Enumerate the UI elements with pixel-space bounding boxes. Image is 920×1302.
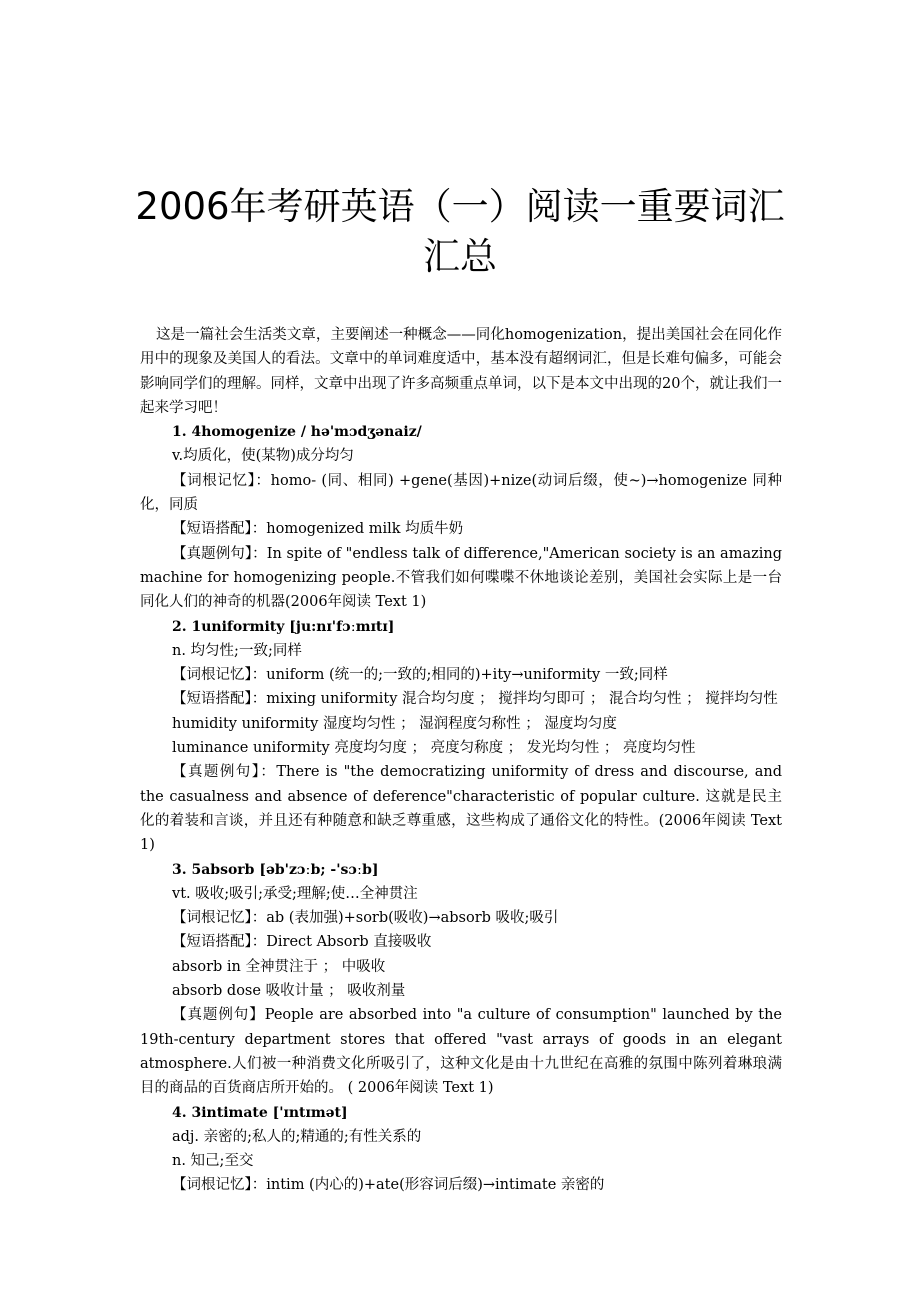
title-line-2: 汇总 (423, 235, 497, 278)
vocabulary-entry-line: absorb in 全神贯注于 ； 中吸收 (172, 958, 386, 975)
vocabulary-entry-heading: 3. 5absorb [əb'zɔːb; -'sɔːb] (172, 861, 379, 878)
vocabulary-entry-line: 【短语搭配】：mixing uniformity 混合均匀度 ； 搅拌均匀即可 ； 混合均匀性 ； 搅拌均匀性 (172, 691, 778, 708)
vocabulary-entry-line: 【词根记忆】：ab (表加强)+sorb(吸收)→absorb 吸收;吸引 (172, 910, 559, 927)
vocabulary-entry-line: 【词根记忆】：homo- (同、相同) +gene(基因)+nize(动词后缀，使~)→homogenize 同种化，同质 (140, 472, 782, 514)
page-title (100, 182, 820, 282)
title-line-1: 2006年考研英语（一）阅读一重要词汇 (135, 185, 785, 228)
vocabulary-entry-line: adj. 亲密的;私人的;精通的;有性关系的 (172, 1128, 422, 1145)
vocabulary-list (140, 420, 782, 1198)
vocabulary-entry-heading: 2. 1uniformity [ju:nɪ'fɔːmɪtɪ] (172, 618, 395, 635)
vocabulary-entry-line: n. 知己;至交 (172, 1153, 254, 1170)
vocabulary-entry-line: humidity uniformity 湿度均匀性 ； 湿润程度匀称性 ； 湿度均匀度 (172, 715, 617, 732)
vocabulary-entry-line: luminance uniformity 亮度均匀度 ； 亮度匀称度 ； 发光均匀性 ； 亮度均匀性 (172, 740, 696, 757)
vocabulary-entry-line: 【短语搭配】：Direct Absorb 直接吸收 (172, 934, 432, 951)
vocabulary-entry-heading: 1. 4homogenize / hə'mɔdʒənaiz/ (172, 424, 422, 441)
vocabulary-entry-line: v.均质化，使(某物)成分均匀 (172, 448, 354, 465)
vocabulary-entry-line: 【真题例句】：In spite of "endless talk of difference,"American society is an amazing machine for homogenizing people.不管我们如何喋喋不休地谈论差别，美国社会实际上是一台同化人们的神奇的机器(2006年阅读 Text 1) (140, 545, 782, 611)
vocabulary-entry-line: absorb dose 吸收计量 ； 吸收剂量 (172, 983, 406, 1000)
vocabulary-entry-line: 【词根记忆】：uniform (统一的;一致的;相同的)+ity→uniformity 一致;同样 (172, 667, 668, 684)
vocabulary-entry-line: 【词根记忆】：intim (内心的)+ate(形容词后缀)→intimate 亲密的 (172, 1177, 605, 1194)
vocabulary-entry-line: vt. 吸收;吸引;承受;理解;使…全神贯注 (172, 885, 418, 902)
vocabulary-entry-heading: 4. 3intimate ['ɪntɪmət] (172, 1104, 348, 1121)
intro-paragraph: 这是一篇社会生活类文章，主要阐述一种概念——同化homogenization，提出美国社会在同化作用中的现象及美国人的看法。文章中的单词难度适中，基本没有超纲词汇，但是长难句偏多，可能会影响同学们的理解。同样，文章中出现了许多高频重点单词，以下是本文中出现的20个，就让我们一起来学习吧！ (140, 327, 782, 416)
vocabulary-entry-line: n. 均匀性;一致;同样 (172, 642, 302, 659)
vocabulary-entry-line: 【真题例句】People are absorbed into "a culture of consumption" launched by the 19th-century department stores that offered "vast arrays of goods in an elegant atmosphere.人们被一种消费文化所吸引了，这种文化是由十九世纪在高雅的氛围中陈列着琳琅满目的商品的百货商店所开始的。 ( 2006年阅读 Text 1) (140, 1007, 782, 1097)
vocabulary-entry-line: 【短语搭配】：homogenized milk 均质牛奶 (172, 521, 464, 538)
document-body (140, 323, 782, 1198)
vocabulary-entry-line: 【真题例句】：There is "the democratizing uniformity of dress and discourse, and the casualness and absence of deference"characteristic of popular culture. 这就是民主化的着装和言谈，并且还有种随意和缺乏尊重感，这些构成了通俗文化的特性。(2006年阅读 Text 1) (140, 764, 782, 854)
